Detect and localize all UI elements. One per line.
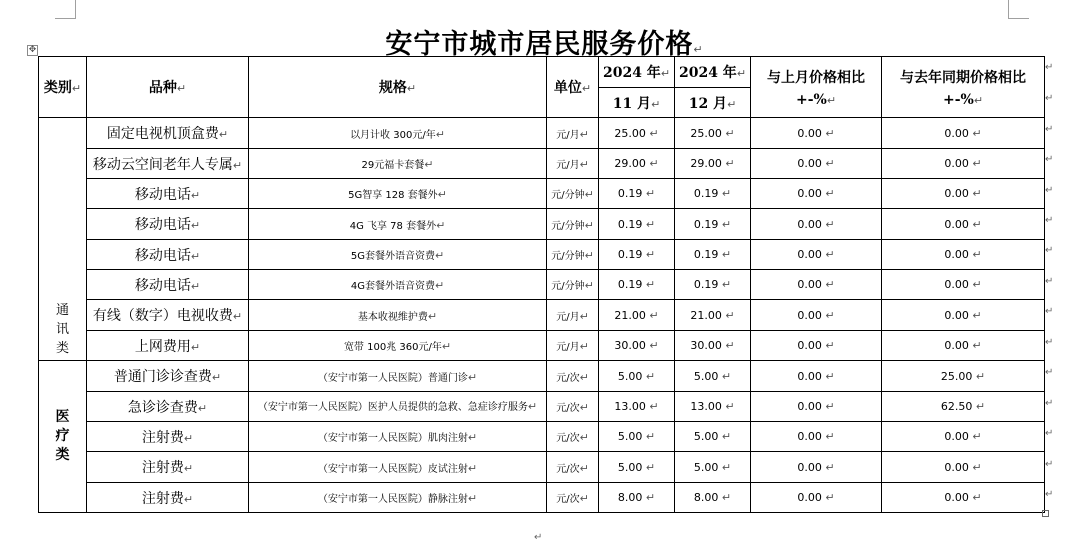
- page-corner-mark-top-right: [1008, 0, 1029, 19]
- price-dec-cell: 8.00 ↵: [675, 483, 751, 513]
- year-on-year-cell: 0.00 ↵: [882, 240, 1045, 270]
- table-row: [39, 149, 1045, 179]
- item-cell: 有线（数字）电视收费↵: [87, 300, 249, 331]
- item-cell: 移动云空间老年人专属↵: [87, 149, 249, 179]
- row-end-mark: ↵: [1045, 398, 1054, 409]
- price-nov-cell: 5.00 ↵: [599, 361, 675, 392]
- unit-cell: 元/月↵: [547, 149, 599, 179]
- header-month-on-month: 与上月价格相比 +-%↵: [751, 57, 882, 118]
- row-end-mark: ↵: [1045, 337, 1054, 348]
- table-row: [39, 452, 1045, 483]
- price-nov-cell: 0.19 ↵: [599, 240, 675, 270]
- price-nov-cell: 0.19 ↵: [599, 270, 675, 300]
- month-on-month-cell: 0.00 ↵: [751, 422, 882, 452]
- row-end-mark: ↵: [1045, 276, 1054, 287]
- table-row: [39, 240, 1045, 270]
- header-item: 品种↵: [87, 57, 249, 118]
- table-row: [39, 392, 1045, 422]
- unit-cell: 元/月↵: [547, 118, 599, 149]
- spec-cell: （安宁市第一人民医院）静脉注射↵: [249, 483, 547, 513]
- price-dec-cell: 0.19 ↵: [675, 240, 751, 270]
- row-end-mark: ↵: [1045, 124, 1054, 135]
- table-move-handle-icon[interactable]: ✥: [28, 45, 37, 55]
- price-nov-cell: 30.00 ↵: [599, 331, 675, 361]
- item-cell: 注射费↵: [87, 422, 249, 452]
- price-nov-cell: 29.00 ↵: [599, 149, 675, 179]
- month-on-month-cell: 0.00 ↵: [751, 392, 882, 422]
- month-on-month-cell: 0.00 ↵: [751, 331, 882, 361]
- price-dec-cell: 5.00 ↵: [675, 422, 751, 452]
- unit-cell: 元/分钟↵: [547, 209, 599, 240]
- year-on-year-cell: 0.00 ↵: [882, 270, 1045, 300]
- unit-cell: 元/次↵: [547, 483, 599, 513]
- spec-cell: 基本收视维护费↵: [249, 300, 547, 331]
- price-table: [38, 56, 1045, 513]
- unit-cell: 元/次↵: [547, 361, 599, 392]
- month-on-month-cell: 0.00 ↵: [751, 209, 882, 240]
- unit-cell: 元/次↵: [547, 452, 599, 483]
- price-dec-cell: 5.00 ↵: [675, 452, 751, 483]
- month-on-month-cell: 0.00 ↵: [751, 240, 882, 270]
- spec-cell: 以月计收 300元/年↵: [249, 118, 547, 149]
- item-cell: 固定电视机顶盒费↵: [87, 118, 249, 149]
- table-row: [39, 179, 1045, 209]
- year-on-year-cell: 0.00 ↵: [882, 422, 1045, 452]
- table-body: [39, 118, 1045, 513]
- price-nov-cell: 0.19 ↵: [599, 179, 675, 209]
- price-nov-cell: 5.00 ↵: [599, 422, 675, 452]
- table-row: [39, 361, 1045, 392]
- price-nov-cell: 25.00 ↵: [599, 118, 675, 149]
- year-on-year-cell: 0.00 ↵: [882, 209, 1045, 240]
- price-dec-cell: 0.19 ↵: [675, 179, 751, 209]
- table-row: [39, 331, 1045, 361]
- spec-cell: （安宁市第一人民医院）普通门诊↵: [249, 361, 547, 392]
- price-nov-cell: 0.19 ↵: [599, 209, 675, 240]
- price-dec-cell: 13.00 ↵: [675, 392, 751, 422]
- year-on-year-cell: 0.00 ↵: [882, 331, 1045, 361]
- row-end-mark: ↵: [1045, 428, 1054, 439]
- price-nov-cell: 13.00 ↵: [599, 392, 675, 422]
- year-on-year-cell: 0.00 ↵: [882, 452, 1045, 483]
- item-cell: 移动电话↵: [87, 270, 249, 300]
- row-end-mark: ↵: [1045, 306, 1054, 317]
- price-dec-cell: 21.00 ↵: [675, 300, 751, 331]
- row-end-mark: ↵: [1045, 185, 1054, 196]
- unit-cell: 元/月↵: [547, 300, 599, 331]
- year-on-year-cell: 0.00 ↵: [882, 179, 1045, 209]
- price-dec-cell: 0.19 ↵: [675, 270, 751, 300]
- year-on-year-cell: 25.00 ↵: [882, 361, 1045, 392]
- item-cell: 移动电话↵: [87, 240, 249, 270]
- item-cell: 注射费↵: [87, 452, 249, 483]
- item-cell: 普通门诊诊查费↵: [87, 361, 249, 392]
- item-cell: 注射费↵: [87, 483, 249, 513]
- year-on-year-cell: 0.00 ↵: [882, 483, 1045, 513]
- category-medical: [39, 361, 87, 513]
- category-medical-label: 医 疗 类: [55, 409, 70, 463]
- table-row: [39, 300, 1045, 331]
- price-dec-cell: 29.00 ↵: [675, 149, 751, 179]
- spec-cell: 4G 飞享 78 套餐外↵: [249, 209, 547, 240]
- table-row: [39, 483, 1045, 513]
- unit-cell: 元/次↵: [547, 392, 599, 422]
- price-nov-cell: 21.00 ↵: [599, 300, 675, 331]
- price-dec-cell: 30.00 ↵: [675, 331, 751, 361]
- table-row: [39, 209, 1045, 240]
- row-end-mark: ↵: [1045, 367, 1054, 378]
- price-dec-cell: 25.00 ↵: [675, 118, 751, 149]
- table-row: [39, 118, 1045, 149]
- header-year-on-year: 与去年同期价格相比 +-%↵: [882, 57, 1045, 118]
- spec-cell: （安宁市第一人民医院）肌肉注射↵: [249, 422, 547, 452]
- spec-cell: （安宁市第一人民医院）医护人员提供的急救、急症诊疗服务↵: [249, 392, 547, 422]
- page-title: 安宁市城市居民服务价格↵: [385, 29, 704, 60]
- row-end-mark: ↵: [1045, 215, 1054, 226]
- price-dec-cell: 5.00 ↵: [675, 361, 751, 392]
- row-end-mark: ↵: [1045, 93, 1054, 104]
- row-end-mark: ↵: [1045, 459, 1054, 470]
- row-end-mark: ↵: [1045, 62, 1054, 73]
- unit-cell: 元/分钟↵: [547, 240, 599, 270]
- unit-cell: 元/分钟↵: [547, 270, 599, 300]
- table-row: [39, 270, 1045, 300]
- month-on-month-cell: 0.00 ↵: [751, 149, 882, 179]
- category-telecom: [39, 118, 87, 361]
- header-row-1: [39, 57, 1045, 88]
- spec-cell: 5G套餐外语音资费↵: [249, 240, 547, 270]
- page-corner-mark-top-left: [55, 0, 76, 19]
- item-cell: 上网费用↵: [87, 331, 249, 361]
- month-on-month-cell: 0.00 ↵: [751, 483, 882, 513]
- spec-cell: 29元福卡套餐↵: [249, 149, 547, 179]
- header-dec-year: 2024 年↵: [675, 57, 751, 88]
- year-on-year-cell: 0.00 ↵: [882, 149, 1045, 179]
- year-on-year-cell: 0.00 ↵: [882, 118, 1045, 149]
- header-nov-year: 2024 年↵: [599, 57, 675, 88]
- price-dec-cell: 0.19 ↵: [675, 209, 751, 240]
- month-on-month-cell: 0.00 ↵: [751, 118, 882, 149]
- month-on-month-cell: 0.00 ↵: [751, 270, 882, 300]
- row-end-mark: ↵: [1045, 245, 1054, 256]
- year-on-year-cell: 62.50 ↵: [882, 392, 1045, 422]
- row-end-mark: ↵: [1045, 489, 1054, 500]
- item-cell: 移动电话↵: [87, 179, 249, 209]
- header-category: 类别↵: [39, 57, 87, 118]
- table-row: [39, 422, 1045, 452]
- row-end-mark: ↵: [1045, 154, 1054, 165]
- spec-cell: 宽带 100兆 360元/年↵: [249, 331, 547, 361]
- month-on-month-cell: 0.00 ↵: [751, 361, 882, 392]
- header-nov-month: 11 月↵: [599, 88, 675, 118]
- spec-cell: 4G套餐外语音资费↵: [249, 270, 547, 300]
- category-telecom-label: 通 讯 类: [55, 303, 69, 356]
- unit-cell: 元/月↵: [547, 331, 599, 361]
- spec-cell: 5G智享 128 套餐外↵: [249, 179, 547, 209]
- item-cell: 移动电话↵: [87, 209, 249, 240]
- header-spec: 规格↵: [249, 57, 547, 118]
- month-on-month-cell: 0.00 ↵: [751, 300, 882, 331]
- spec-cell: （安宁市第一人民医院）皮试注射↵: [249, 452, 547, 483]
- end-paragraph-mark: ↵: [534, 532, 543, 543]
- item-cell: 急诊诊查费↵: [87, 392, 249, 422]
- table-resize-handle[interactable]: [1042, 510, 1049, 517]
- month-on-month-cell: 0.00 ↵: [751, 452, 882, 483]
- unit-cell: 元/次↵: [547, 422, 599, 452]
- unit-cell: 元/分钟↵: [547, 179, 599, 209]
- year-on-year-cell: 0.00 ↵: [882, 300, 1045, 331]
- header-dec-month: 12 月↵: [675, 88, 751, 118]
- header-unit: 单位↵: [547, 57, 599, 118]
- month-on-month-cell: 0.00 ↵: [751, 179, 882, 209]
- price-nov-cell: 5.00 ↵: [599, 452, 675, 483]
- price-nov-cell: 8.00 ↵: [599, 483, 675, 513]
